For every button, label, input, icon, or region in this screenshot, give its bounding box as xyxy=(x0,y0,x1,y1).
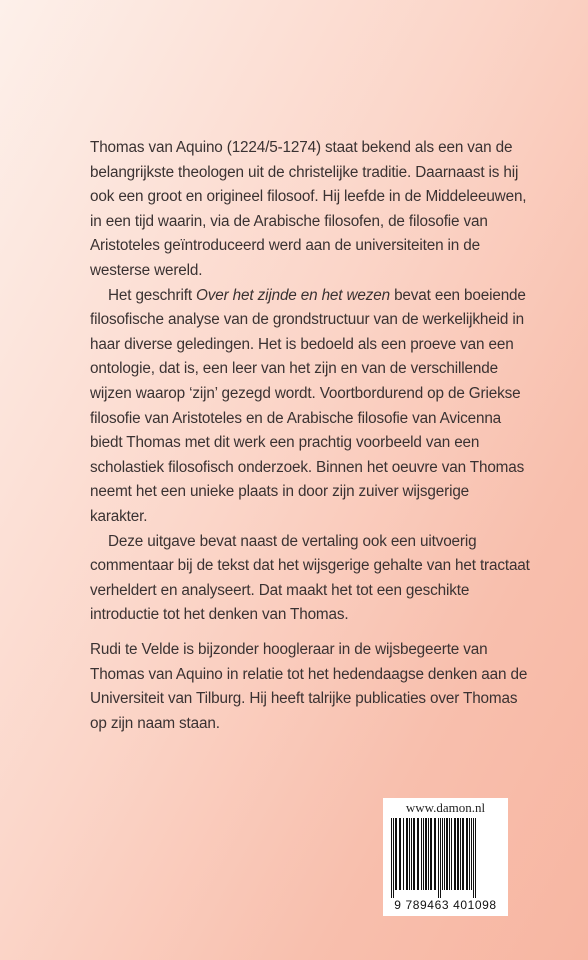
back-cover-blurb xyxy=(90,136,530,628)
barcode-bar xyxy=(460,818,461,890)
barcode-bar xyxy=(446,818,448,890)
barcode-bar xyxy=(457,818,459,890)
barcode-panel xyxy=(383,798,508,916)
publisher-website: www.damon.nl xyxy=(405,800,486,815)
author-bio: Rudi te Velde is bijzonder hoogleraar in de wijsbegeerte van Thomas van Aquino in relatie tot het hedendaagse denken aan de Universiteit van Tilburg. Hij heeft talrijke publicaties over Thomas op zijn naam staan. xyxy=(90,641,528,733)
blurb-paragraph-2 xyxy=(90,284,530,530)
blurb-paragraph-1: Thomas van Aquino (1224/5-1274) staat bekend als een van de belangrijkste theologen uit de christelijke traditie. Daarnaast is hij ook een groot en origineel filosoof. Hij leefde in de Middeleeuwen, in een tijd waarin, via de Arabische filosofen, de filosofie van Aristoteles geïntroduceerd werd aan de universiteiten in de westerse wereld. xyxy=(90,139,527,279)
barcode-bar xyxy=(399,818,401,890)
barcode-bar xyxy=(430,818,432,890)
barcode-bar xyxy=(411,818,412,890)
barcode-bar xyxy=(417,818,419,890)
barcode-bar xyxy=(403,818,404,890)
book-title-italic: Over het zijnde en het wezen xyxy=(196,286,390,304)
barcode-bar xyxy=(469,818,470,890)
barcode-bar xyxy=(393,818,394,898)
blurb-paragraph-2-body: bevat een boeiende filosofische analyse van de grondstructuur van de werkelijkheid in haar diverse geledingen. Het is bedoeld als een proeve van een ontologie, dat is, een leer van het zijn en van de verschillende wijzen waarop ‘zijn’ gezegd wordt. Voortbordurend op de Griekse filosofie van Aristoteles en de Arabische filosofie van Avicenna biedt Thomas met dit werk een prachtig voorbeeld van een scholastiek filosofisch onderzoek. Binnen het oeuvre van Thomas neemt het een unieke plaats in door zijn zuiver wijsgerige karakter. xyxy=(90,286,526,525)
barcode-bar xyxy=(475,818,476,898)
barcode-bar xyxy=(395,818,397,890)
barcode-bar xyxy=(473,818,474,898)
barcode-bar xyxy=(451,818,452,890)
barcode-bar xyxy=(454,818,456,890)
isbn-barcode xyxy=(389,818,502,898)
barcode-bar xyxy=(409,818,410,890)
barcode-bar xyxy=(428,818,429,890)
barcode-bar xyxy=(449,818,450,890)
isbn-number: 9 789463 401098 xyxy=(394,898,497,912)
barcode-bar xyxy=(391,818,392,898)
barcode-bar xyxy=(438,818,439,898)
barcode-bar xyxy=(466,818,468,890)
barcode-bar xyxy=(406,818,408,890)
blurb-paragraph-3: Deze uitgave bevat naast de vertaling ook een uitvoerig commentaar bij de tekst dat het wijsgerige gehalte van het tractaat verheldert en analyseert. Dat maakt het tot een geschikte introductie tot het denken van Thomas. xyxy=(90,532,530,624)
blurb-paragraph-2-intro: Het geschrift xyxy=(108,286,197,304)
barcode-bar xyxy=(413,818,415,890)
barcode-bar xyxy=(421,818,422,890)
barcode-bar xyxy=(440,818,441,898)
barcode-bar xyxy=(425,818,427,890)
barcode-bar xyxy=(442,818,443,890)
barcode-bar xyxy=(444,818,445,890)
barcode-bar xyxy=(434,818,436,890)
barcode-bar xyxy=(471,818,472,890)
barcode-bar xyxy=(462,818,464,890)
barcode-bar xyxy=(423,818,424,890)
